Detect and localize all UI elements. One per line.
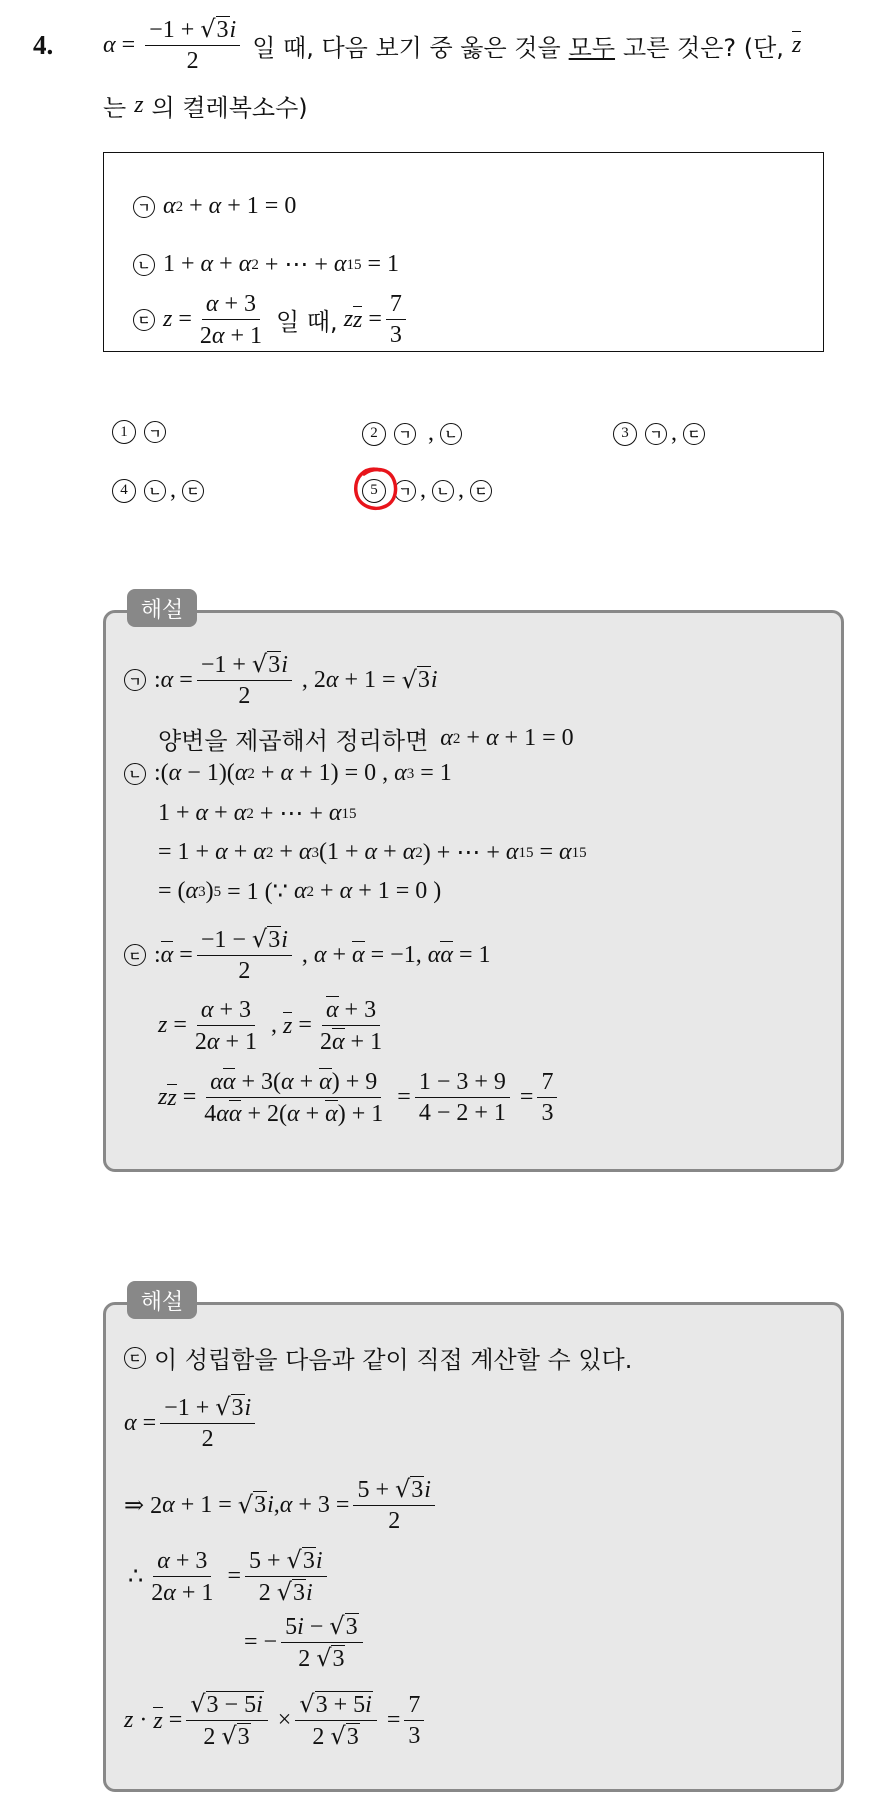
statement-3: ㄷ z = $\frac{\alpha + 3}{2\alpha + 1}$ 일 때, z z = $\frac{7}{3}$ (133, 290, 410, 350)
choice-2[interactable]: 2 ㄱ , ㄴ (362, 420, 462, 447)
question-stem-line1: α = −1 + √ 3 i 2 일 때, 다음 보기 중 옳은 것을 모두 고른 것은? (단, z (103, 15, 802, 75)
conj-z: z (791, 32, 802, 59)
sol2-line-1 (124, 1340, 632, 1375)
emphasis-word: 모두 (568, 33, 616, 62)
sol2-intro-text: 이 성립함을 다음과 같이 직접 계산할 수 있다. (154, 1346, 633, 1374)
choice-number-1: 1 (112, 420, 136, 444)
question-condition-text-2: 고른 것은? (단, (623, 33, 784, 62)
sol1-mark-giyeok-icon: ㄱ (124, 669, 146, 691)
solution-tag-2: 해설 (127, 1281, 197, 1319)
mark-digeut-icon: ㄷ (133, 309, 155, 331)
sol2-mark-digeut-icon: ㄷ (124, 1347, 146, 1369)
sol1-line-9: z z = $\frac{\alpha\alpha + 3(\alpha + \alpha) + 9}{4\alpha\alpha + 2(\alpha + \alpha) + 1}$ = $\frac{1 - 3 + 9}{4 - 2 + 1}$ = $\frac{7}{3}$ (158, 1068, 561, 1128)
question-condition-text: 일 때, 다음 보기 중 옳은 것을 (252, 33, 561, 62)
mark-nieun-icon: ㄴ (133, 254, 155, 276)
statement-2: ㄴ 1 + α + α 2 + ⋯ + α 15 = 1 (133, 250, 399, 279)
sol1-line-4: 1 + α + α 2 + ⋯ + α 15 (158, 800, 357, 827)
statement-3-text: 일 때, (276, 308, 338, 337)
sol1-line-3: ㄴ :( α − 1)( α 2 + α + 1) = 0 , α 3 = 1 (124, 760, 452, 787)
choice-4[interactable]: 4 ㄴ , ㄷ (112, 477, 204, 504)
choice-number-5: 5 (362, 479, 386, 503)
sol2-line-5: = − 5i − √ 3 2 √ 3 (244, 1613, 367, 1673)
sol2-line-2: α = −1 + √ 3 i 2 (124, 1394, 259, 1453)
sol1-line-1: ㄱ : α = −1 + √ 3 i 2 , 2 α + 1 = √ 3 i (124, 651, 438, 710)
line2-z: z (134, 92, 144, 118)
sol1-line-6: = ( α 3 ) 5 = 1 (∵ α 2 + α + 1 = 0 ) (158, 878, 442, 905)
question-stem-line2 (103, 88, 308, 123)
line2-prefix: 는 (103, 94, 127, 122)
sol1-line-8: z = $\frac{\alpha + 3}{2\alpha + 1}$ , z = $\frac{\alpha + 3}{2\alpha + 1}$ (158, 997, 383, 1056)
sol1-line-7: ㄷ : α = −1 − √ 3 i 2 , α + α = −1, α α = 1 (124, 926, 490, 985)
choice-5[interactable]: 5 ㄱ , ㄴ , ㄷ (362, 477, 492, 504)
sol1-mark-nieun-icon: ㄴ (124, 763, 146, 785)
sol1-square-text: 양변을 제곱해서 정리하면 (158, 727, 429, 755)
choice-1[interactable]: 1 ㄱ (112, 420, 166, 444)
choice-number-4: 4 (112, 479, 136, 503)
choice-number-2: 2 (362, 422, 386, 446)
sol2-line-3: ⇒ 2 α + 1 = √ 3 i , α + 3 = 5 + √ 3 i 2 (124, 1476, 439, 1535)
solution-tag-1: 해설 (127, 589, 197, 627)
sol1-line-5: = 1 + α + α 2 + α 3 (1 + α + α 2 ) + ⋯ + α 15 = α 15 (158, 839, 587, 866)
question-number: 4. (33, 30, 54, 60)
mark-giyeok-icon: ㄱ (133, 196, 155, 218)
sol1-line-2: 양변을 제곱해서 정리하면 α 2 + α + 1 = 0 (158, 721, 574, 756)
answer-circle-mark-icon (350, 464, 402, 514)
statement-1: ㄱ α 2 + α + 1 = 0 (133, 193, 296, 220)
sol2-line-4: ∴ $\frac{\alpha + 3}{2\alpha + 1}$ = 5 + √ 3 i 2 √ 3 i (128, 1547, 331, 1607)
sol1-mark-digeut-icon: ㄷ (124, 944, 146, 966)
line2-suffix: 의 켤레복소수) (151, 94, 308, 122)
sol2-line-6: z · z = √ 3 − 5i 2 √ 3 × √ 3 + 5i 2 √ 3 = $\frac{7}{3}$ (124, 1691, 428, 1751)
choice-3[interactable]: 3 ㄱ , ㄷ (613, 420, 705, 447)
choice-number-3: 3 (613, 422, 637, 446)
